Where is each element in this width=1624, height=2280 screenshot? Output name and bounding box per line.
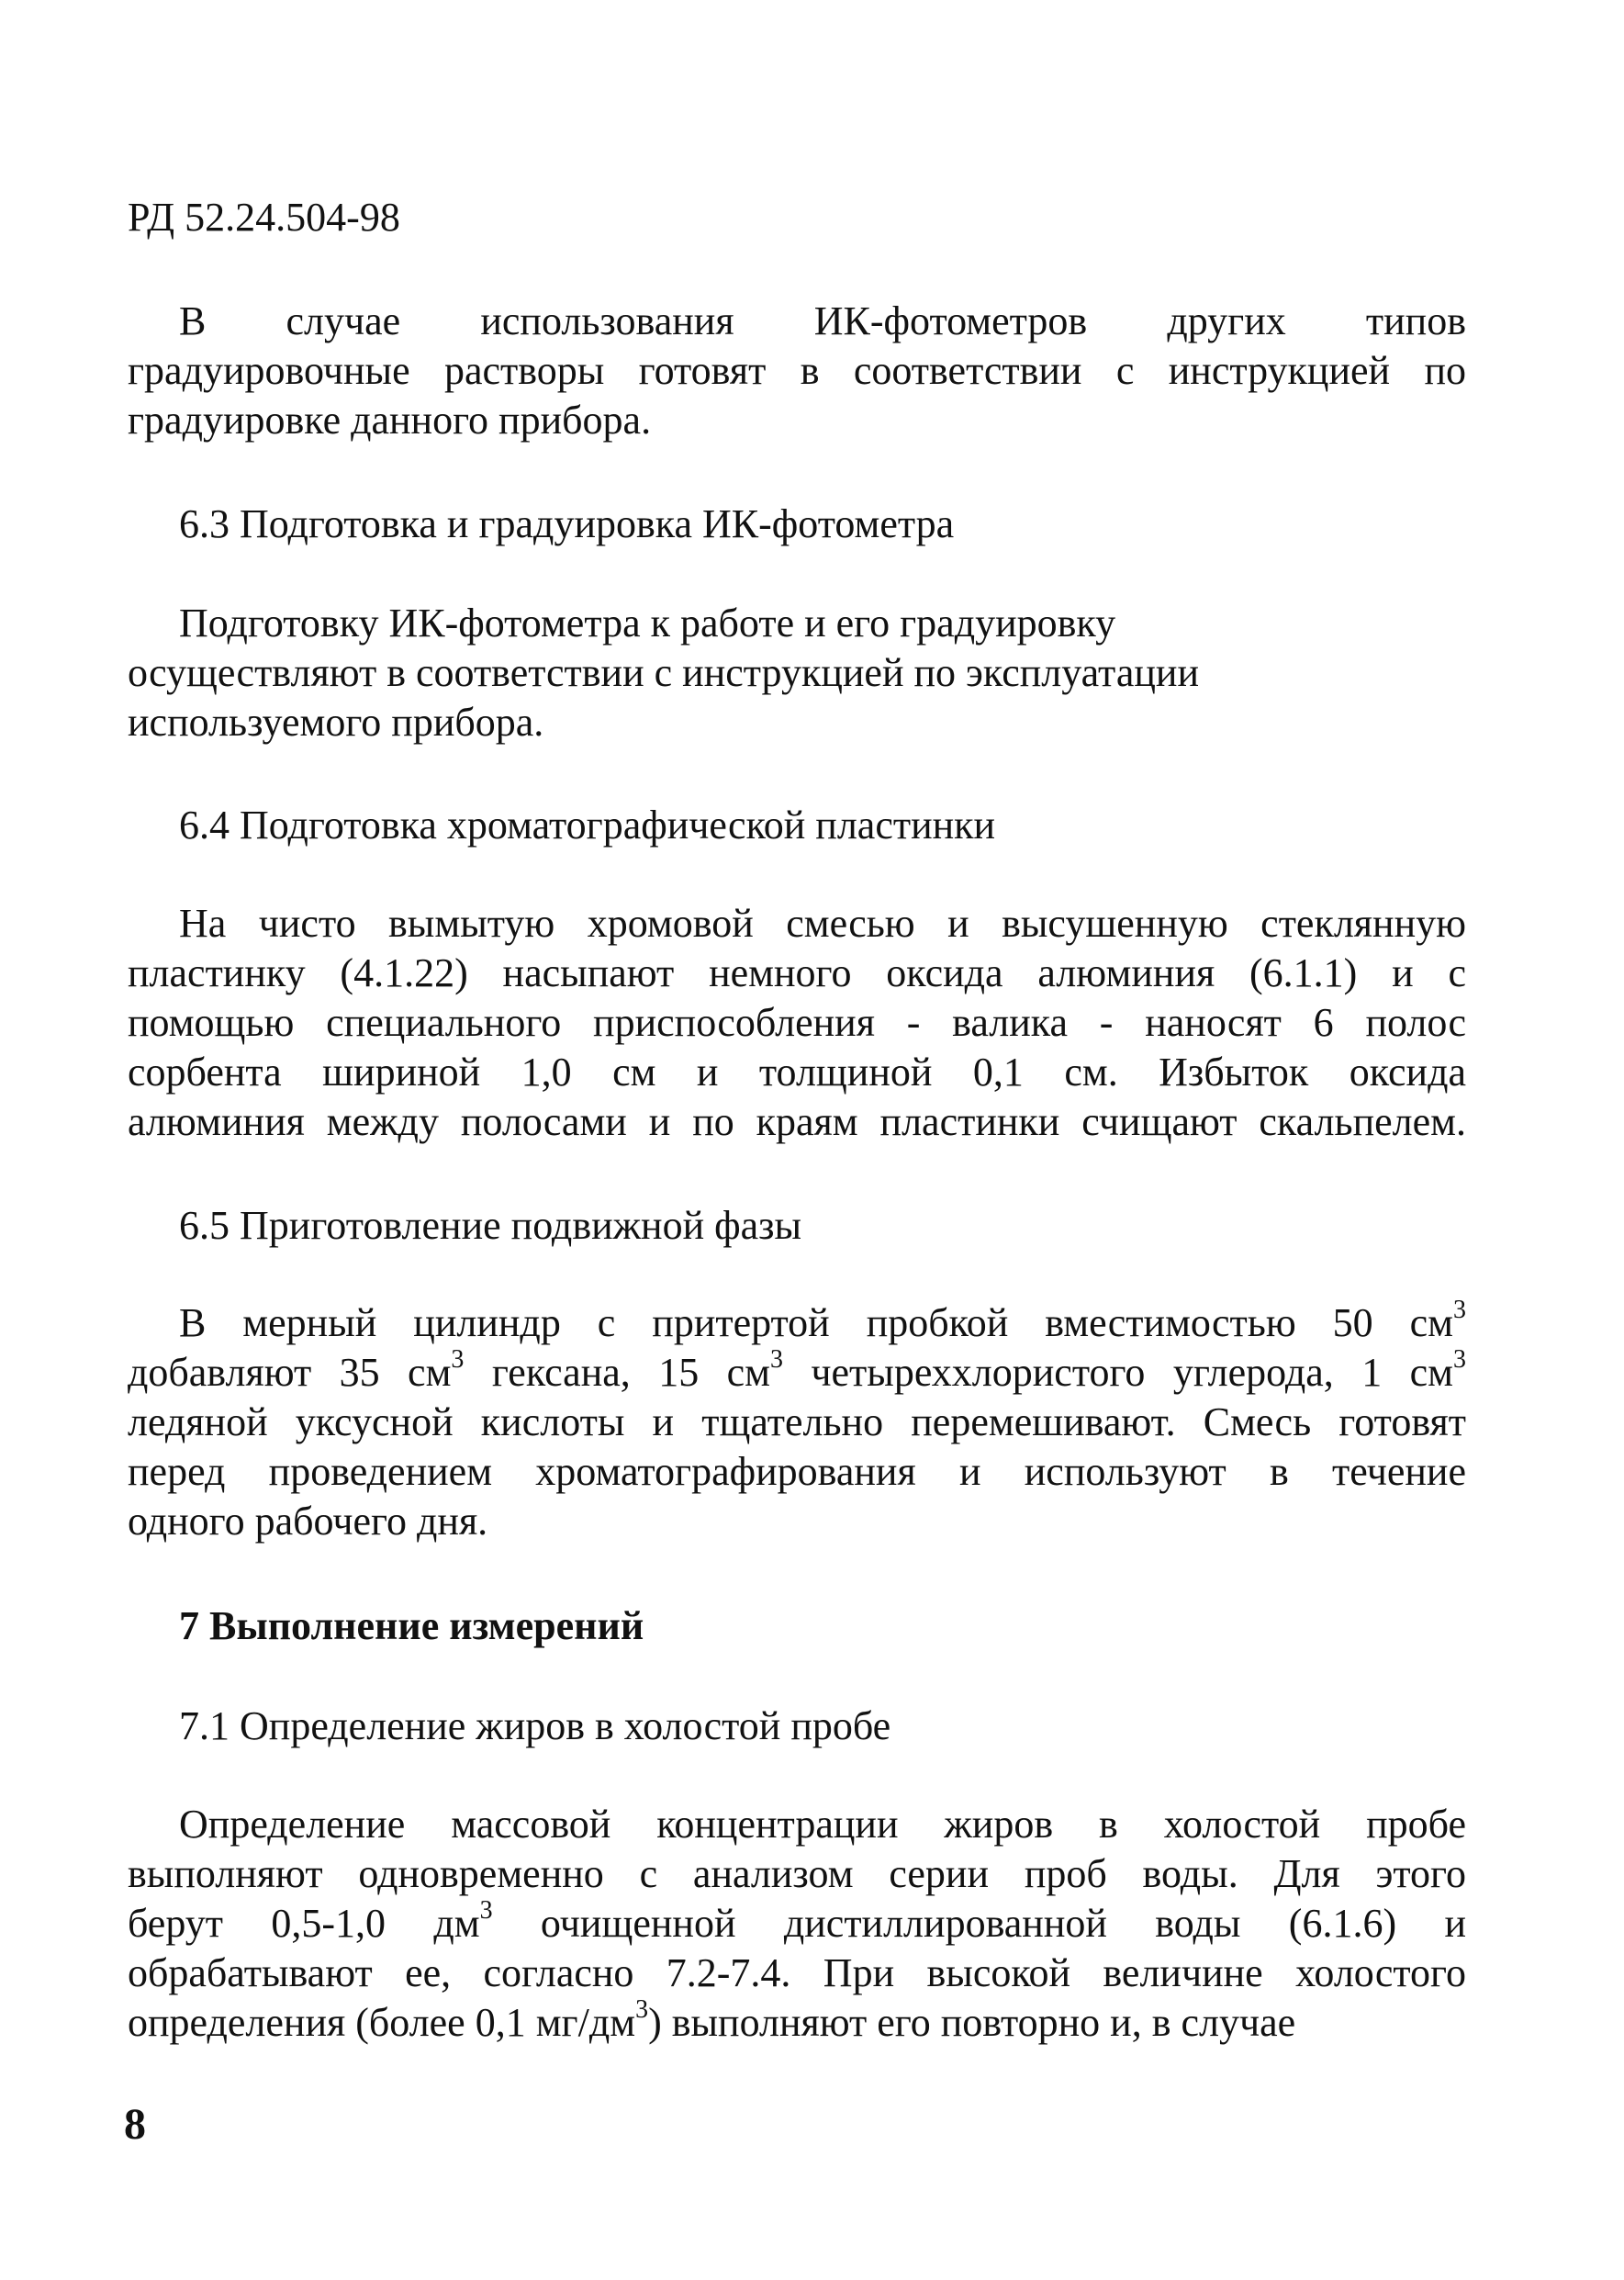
text-line: В мерный цилиндр с притертой пробкой вместимостью 50 $см^3$ — [179, 1296, 1466, 1345]
section-heading-6-5: 6.5 Приготовление подвижной фазы — [179, 1203, 802, 1248]
section-heading-7-1: 7.1 Определение жиров в холостой пробе — [179, 1703, 891, 1748]
text-line: градуировочные растворы готовят в соответствии с инструкцией по — [128, 348, 1466, 393]
section-heading-6-3: 6.3 Подготовка и градуировка ИК-фотометра — [179, 501, 955, 546]
text-line: градуировке данного прибора. — [128, 398, 652, 443]
text-line: определения (более 0,1 $мг/дм^3$) выполняют его повторно и, в случае — [128, 1995, 1296, 2045]
text-line: одного рабочего дня. — [128, 1499, 488, 1544]
superscript: 3 — [635, 1995, 649, 2024]
superscript: 3 — [1453, 1345, 1466, 1374]
superscript: 3 — [479, 1896, 493, 1925]
text-line: выполняют одновременно с анализом серии проб воды. Для этого — [128, 1851, 1466, 1896]
text-line: перед проведением хроматографирования и используют в течение — [128, 1449, 1466, 1494]
paragraph-ir-photometer-calibration — [128, 297, 1466, 445]
text-line: На чисто вымытую хромовой смесью и высушенную стеклянную — [179, 901, 1466, 946]
section-heading-7: 7 Выполнение измерений — [179, 1603, 644, 1648]
text-line: алюминия между полосами и по краям пластинки счищают скальпелем. — [128, 1099, 1466, 1144]
paragraph-photometer-preparation — [128, 599, 1466, 747]
superscript: 3 — [769, 1345, 783, 1374]
paragraph-mobile-phase — [128, 1298, 1466, 1546]
text-line: В случае использования ИК-фотометров других типов — [179, 298, 1466, 343]
text-line: Подготовку ИК-фотометра к работе и его градуировку — [179, 601, 1116, 646]
paragraph-plate-preparation — [128, 899, 1466, 1147]
document-number: РД 52.24.504-98 — [128, 195, 400, 240]
paragraph-blank-determination — [128, 1800, 1466, 2048]
text-line: обрабатывают ее, согласно 7.2-7.4. При высокой величине холостого — [128, 1950, 1466, 1995]
text-line: добавляют 35 $см^3$ гексана, 15 $см^3$ четыреххлористого углерода, 1 $см^3$ — [128, 1345, 1466, 1395]
text-line: сорбента шириной 1,0 см и толщиной 0,1 см. Избыток оксида — [128, 1050, 1466, 1095]
section-heading-6-4: 6.4 Подготовка хроматографической пластинки — [179, 803, 996, 848]
text-line: берут 0,5-1,0 $дм^3$ очищенной дистиллированной воды (6.1.6) и — [128, 1896, 1466, 1946]
text-line: используемого прибора. — [128, 700, 544, 745]
text-line: ледяной уксусной кислоты и тщательно перемешивают. Смесь готовят — [128, 1399, 1466, 1444]
text-line: помощью специального приспособления - валика - наносят 6 полос — [128, 1000, 1466, 1045]
text-line: Определение массовой концентрации жиров в холостой пробе — [179, 1802, 1466, 1847]
superscript: 3 — [1453, 1296, 1466, 1324]
page-number: 8 — [124, 2100, 146, 2149]
superscript: 3 — [451, 1345, 465, 1374]
text-line: осуществляют в соответствии с инструкцией по эксплуатации — [128, 650, 1199, 695]
text-line: пластинку (4.1.22) насыпают немного оксида алюминия (6.1.1) и с — [128, 950, 1466, 995]
